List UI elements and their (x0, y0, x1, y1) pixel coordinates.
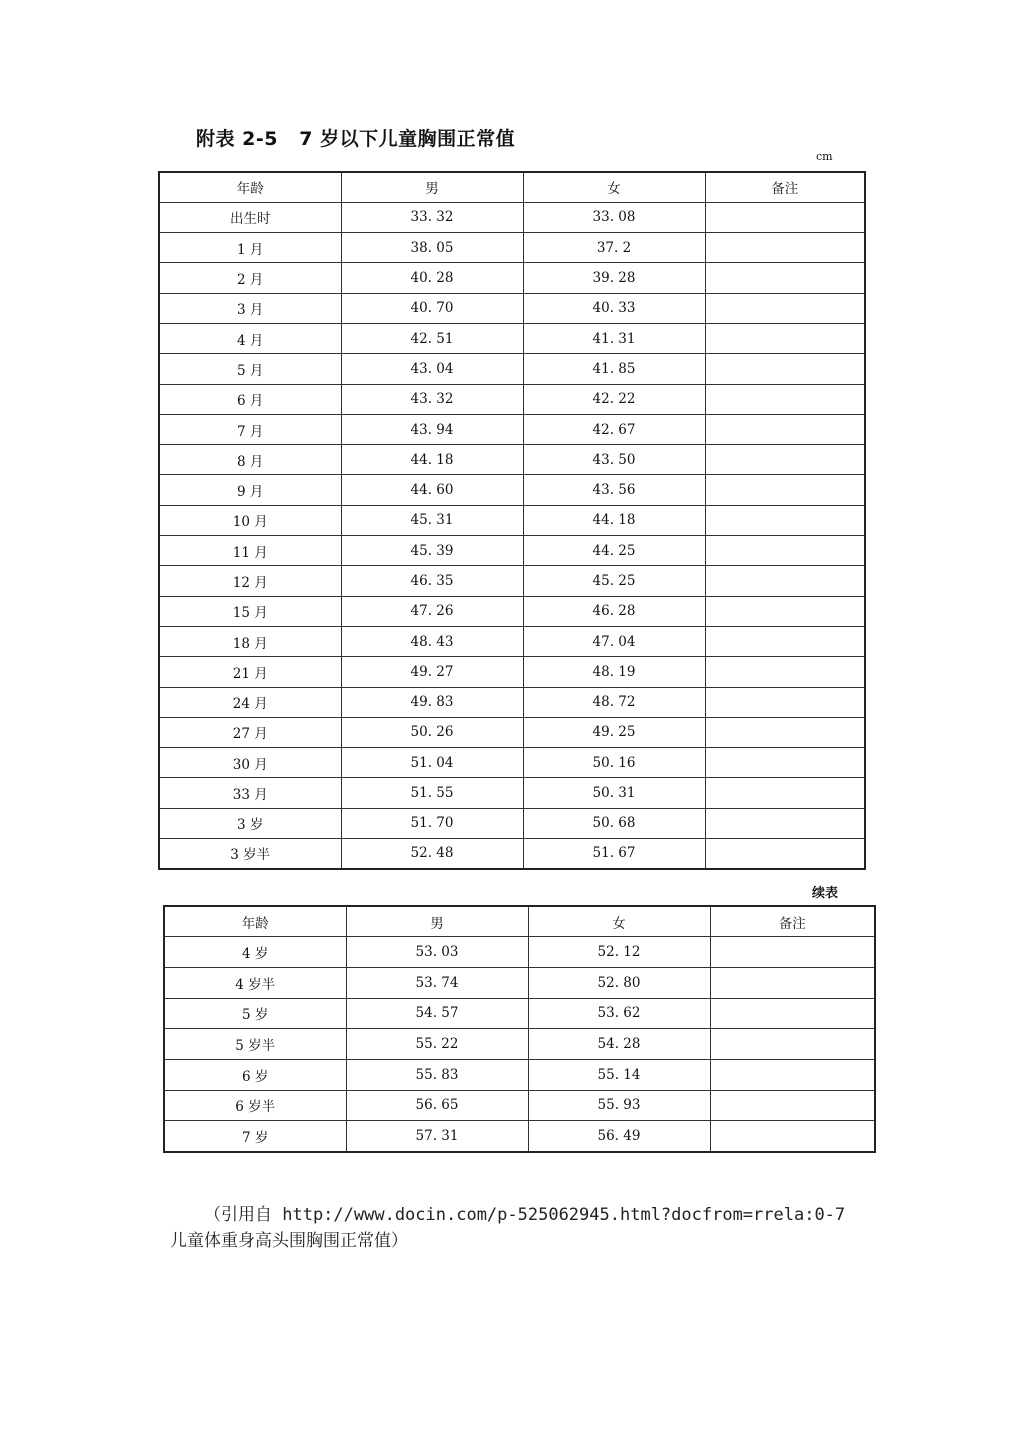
cell-notes (705, 475, 865, 505)
table-row (159, 293, 865, 323)
cell-male: 46. 35 (341, 566, 523, 596)
cell-age: 5 岁半 (164, 1029, 346, 1060)
cell-age: 3 月 (159, 293, 341, 323)
table-row (159, 839, 865, 869)
cell-male: 33. 32 (341, 202, 523, 232)
cell-age: 3 岁 (159, 808, 341, 838)
cell-notes (705, 839, 865, 869)
cell-male: 45. 39 (341, 536, 523, 566)
table-row (159, 596, 865, 626)
cell-female: 42. 22 (523, 384, 705, 414)
cell-age: 24 月 (159, 687, 341, 717)
cell-male: 49. 27 (341, 657, 523, 687)
cell-age: 8 月 (159, 445, 341, 475)
table-row (164, 1121, 875, 1152)
cell-female: 50. 31 (523, 778, 705, 808)
table-row (159, 233, 865, 263)
cell-notes (705, 263, 865, 293)
cell-age: 出生时 (159, 202, 341, 232)
cell-notes (705, 566, 865, 596)
cell-male: 43. 94 (341, 414, 523, 444)
header-female: 女 (528, 906, 710, 937)
cell-age: 5 岁 (164, 998, 346, 1029)
cell-female: 43. 50 (523, 445, 705, 475)
table-row (159, 505, 865, 535)
header-age: 年龄 (164, 906, 346, 937)
cell-notes (705, 202, 865, 232)
cell-age: 15 月 (159, 596, 341, 626)
cell-female: 37. 2 (523, 233, 705, 263)
page-title: 附表 2-5 7 岁以下儿童胸围正常值 (196, 128, 516, 150)
cell-notes (705, 505, 865, 535)
cell-age: 30 月 (159, 748, 341, 778)
table-body (159, 202, 865, 869)
cell-age: 4 岁半 (164, 967, 346, 998)
cell-male: 51. 55 (341, 778, 523, 808)
cell-male: 48. 43 (341, 626, 523, 656)
cell-age: 10 月 (159, 505, 341, 535)
cell-male: 47. 26 (341, 596, 523, 626)
table-row (159, 384, 865, 414)
cell-female: 41. 85 (523, 354, 705, 384)
cell-male: 43. 04 (341, 354, 523, 384)
header-male: 男 (346, 906, 528, 937)
table-row (159, 414, 865, 444)
table-row (159, 566, 865, 596)
cell-notes (705, 596, 865, 626)
table-row (164, 998, 875, 1029)
header-notes: 备注 (705, 172, 865, 202)
cell-male: 51. 70 (341, 808, 523, 838)
cell-female: 44. 25 (523, 536, 705, 566)
cell-female: 55. 14 (528, 1059, 710, 1090)
cell-notes (705, 354, 865, 384)
cell-female: 50. 68 (523, 808, 705, 838)
cell-male: 44. 18 (341, 445, 523, 475)
cell-male: 40. 70 (341, 293, 523, 323)
cell-notes (705, 445, 865, 475)
cell-notes (705, 626, 865, 656)
continued-label: 续表 (812, 886, 839, 901)
cell-age: 9 月 (159, 475, 341, 505)
citation (170, 1202, 870, 1254)
cell-male: 56. 65 (346, 1090, 528, 1121)
cell-female: 33. 08 (523, 202, 705, 232)
table-row (164, 1059, 875, 1090)
cell-male: 53. 03 (346, 937, 528, 968)
cell-female: 39. 28 (523, 263, 705, 293)
cell-notes (710, 998, 875, 1029)
table-row (164, 937, 875, 968)
cell-female: 48. 72 (523, 687, 705, 717)
cell-male: 54. 57 (346, 998, 528, 1029)
cell-age: 2 月 (159, 263, 341, 293)
cell-male: 40. 28 (341, 263, 523, 293)
table-header-row (164, 906, 875, 937)
cell-age: 6 岁半 (164, 1090, 346, 1121)
cell-age: 33 月 (159, 778, 341, 808)
cell-female: 53. 62 (528, 998, 710, 1029)
cell-age: 21 月 (159, 657, 341, 687)
cell-age: 6 岁 (164, 1059, 346, 1090)
cell-male: 45. 31 (341, 505, 523, 535)
cell-age: 11 月 (159, 536, 341, 566)
cell-female: 45. 25 (523, 566, 705, 596)
table-row (159, 717, 865, 747)
cell-female: 50. 16 (523, 748, 705, 778)
table-row (159, 263, 865, 293)
table-row (159, 748, 865, 778)
cell-female: 52. 80 (528, 967, 710, 998)
cell-female: 51. 67 (523, 839, 705, 869)
cell-male: 51. 04 (341, 748, 523, 778)
cell-notes (705, 233, 865, 263)
cell-male: 38. 05 (341, 233, 523, 263)
table-row (159, 475, 865, 505)
table-row (159, 626, 865, 656)
cell-female: 46. 28 (523, 596, 705, 626)
cell-female: 48. 19 (523, 657, 705, 687)
citation-line-1: （引用自 http://www.docin.com/p-525062945.html?docfrom=rrela:0-7 (204, 1205, 846, 1225)
cell-male: 44. 60 (341, 475, 523, 505)
header-male: 男 (341, 172, 523, 202)
cell-male: 53. 74 (346, 967, 528, 998)
header-female: 女 (523, 172, 705, 202)
cell-female: 56. 49 (528, 1121, 710, 1152)
cell-male: 55. 22 (346, 1029, 528, 1060)
table-row (159, 354, 865, 384)
cell-age: 3 岁半 (159, 839, 341, 869)
cell-notes (705, 657, 865, 687)
cell-notes (705, 748, 865, 778)
cell-female: 47. 04 (523, 626, 705, 656)
cell-age: 6 月 (159, 384, 341, 414)
table-row (159, 536, 865, 566)
cell-male: 52. 48 (341, 839, 523, 869)
cell-notes (705, 414, 865, 444)
chest-circumference-table-continued (163, 905, 876, 1153)
table-row (159, 445, 865, 475)
cell-notes (710, 937, 875, 968)
cell-age: 12 月 (159, 566, 341, 596)
table-row (159, 202, 865, 232)
chest-circumference-table (158, 171, 866, 870)
cell-female: 55. 93 (528, 1090, 710, 1121)
cell-age: 1 月 (159, 233, 341, 263)
cell-male: 50. 26 (341, 717, 523, 747)
cell-female: 42. 67 (523, 414, 705, 444)
cell-age: 7 岁 (164, 1121, 346, 1152)
table-row (159, 808, 865, 838)
cell-notes (705, 323, 865, 353)
table-row (164, 1090, 875, 1121)
cell-notes (705, 778, 865, 808)
cell-female: 41. 31 (523, 323, 705, 353)
cell-age: 5 月 (159, 354, 341, 384)
cell-notes (710, 1059, 875, 1090)
table-header-row (159, 172, 865, 202)
cell-male: 42. 51 (341, 323, 523, 353)
cell-notes (705, 687, 865, 717)
table-row (159, 778, 865, 808)
header-age: 年龄 (159, 172, 341, 202)
cell-notes (710, 1090, 875, 1121)
cell-notes (705, 808, 865, 838)
cell-female: 52. 12 (528, 937, 710, 968)
citation-line-2: 儿童体重身高头围胸围正常值） (170, 1231, 408, 1251)
header-notes: 备注 (710, 906, 875, 937)
cell-notes (705, 293, 865, 323)
cell-female: 49. 25 (523, 717, 705, 747)
cell-notes (705, 536, 865, 566)
cell-notes (710, 1029, 875, 1060)
table-row (164, 967, 875, 998)
table-row (164, 1029, 875, 1060)
cell-female: 40. 33 (523, 293, 705, 323)
table-row (159, 323, 865, 353)
table-body (164, 937, 875, 1152)
cell-age: 4 岁 (164, 937, 346, 968)
cell-age: 27 月 (159, 717, 341, 747)
cell-male: 57. 31 (346, 1121, 528, 1152)
table-row (159, 657, 865, 687)
table-row (159, 687, 865, 717)
cell-age: 18 月 (159, 626, 341, 656)
cell-age: 7 月 (159, 414, 341, 444)
cell-notes (710, 967, 875, 998)
unit-label: cm (816, 150, 833, 163)
cell-female: 43. 56 (523, 475, 705, 505)
cell-male: 43. 32 (341, 384, 523, 414)
cell-female: 54. 28 (528, 1029, 710, 1060)
cell-notes (705, 717, 865, 747)
cell-female: 44. 18 (523, 505, 705, 535)
cell-age: 4 月 (159, 323, 341, 353)
cell-notes (705, 384, 865, 414)
cell-notes (710, 1121, 875, 1152)
cell-male: 49. 83 (341, 687, 523, 717)
cell-male: 55. 83 (346, 1059, 528, 1090)
